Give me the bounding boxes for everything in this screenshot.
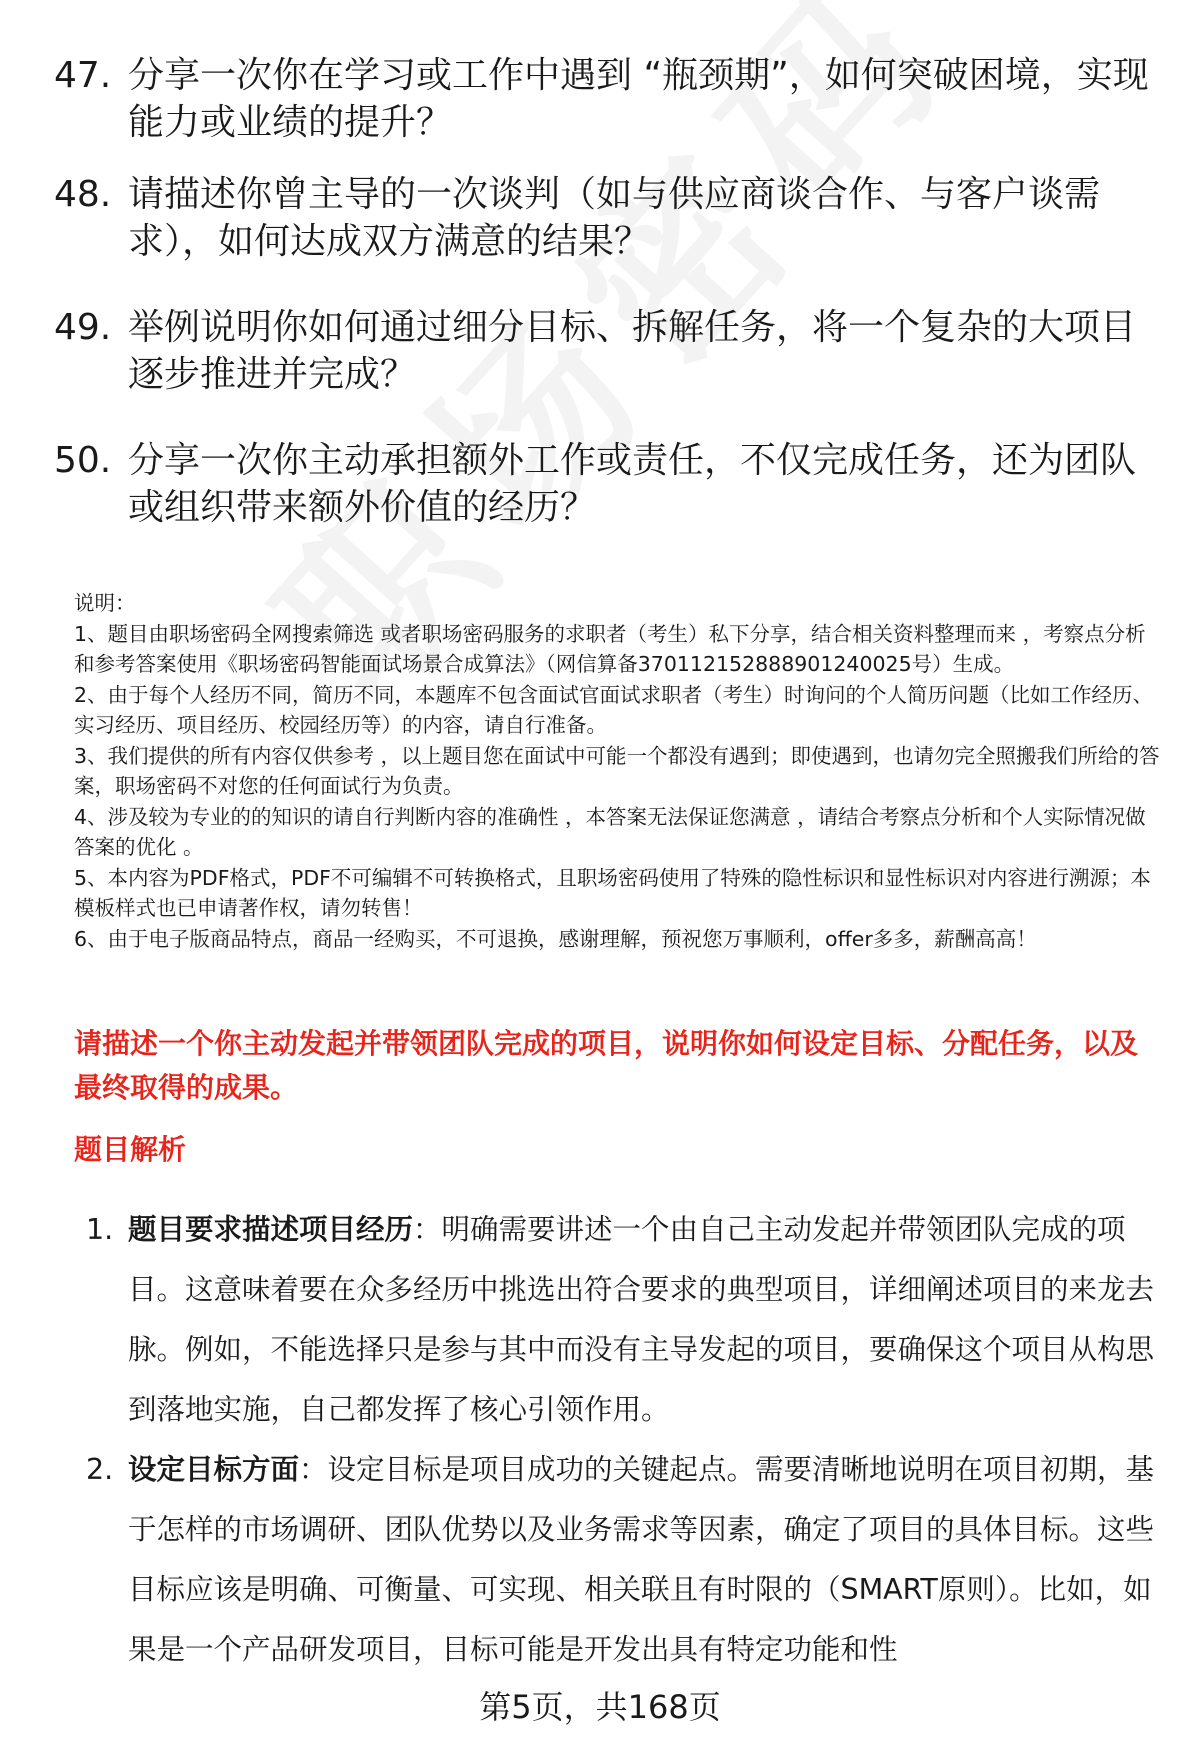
question-number: 47. [54, 55, 112, 96]
question-49 [54, 304, 1154, 398]
analysis-heading: 设定目标方面 [128, 1453, 300, 1486]
note-item: 1、题目由职场密码全网搜索筛选 或者职场密码服务的求职者（考生）私下分享，结合相关资料整理而来 ，考察点分析和参考答案使用《职场密码智能面试场景合成算法》（网信算备370112152888901240025号）生成。 [74, 621, 1146, 676]
question-number: 48. [54, 174, 112, 215]
question-50 [54, 437, 1154, 531]
question-text: 请描述你曾主导的一次谈判（如与供应商谈合作、与客户谈需求），如何达成双方满意的结果？ [128, 174, 1101, 262]
analysis-text: ：设定目标是项目成功的关键起点。需要清晰地说明在项目初期，基于怎样的市场调研、团队优势以及业务需求等因素，确定了项目的具体目标。这些目标应该是明确、可衡量、可实现、相关联且有时限的（SMART原则）。比如，如果是一个产品研发项目，目标可能是开发出具有特定功能和性 [128, 1453, 1155, 1666]
analysis-body [128, 1440, 1166, 1680]
question-text: 分享一次你在学习或工作中遇到 “瓶颈期”，如何突破困境，实现能力或业绩的提升？ [128, 55, 1149, 143]
interview-question: 请描述一个你主动发起并带领团队完成的项目，说明你如何设定目标、分配任务，以及最终取得的成果。 [74, 1027, 1139, 1104]
analysis-heading: 题目要求描述项目经历 [128, 1213, 414, 1246]
question-47 [54, 52, 1154, 146]
note-item: 5、本内容为PDF格式，PDF不可编辑不可转换格式，且职场密码使用了特殊的隐性标识和显性标识对内容进行溯源；本模板样式也已申请著作权，请勿转售！ [74, 865, 1151, 920]
note-item: 4、涉及较为专业的的知识的请自行判断内容的准确性 ，本答案无法保证您满意 ，请结合考察点分析和个人实际情况做答案的优化 。 [74, 804, 1146, 859]
analysis-number: 2. [86, 1453, 114, 1486]
question-48 [54, 171, 1154, 265]
question-number: 50. [54, 440, 112, 481]
analysis-item-2 [86, 1440, 1166, 1680]
question-text: 举例说明你如何通过细分目标、拆解任务，将一个复杂的大项目逐步推进并完成？ [128, 307, 1137, 395]
question-text: 分享一次你主动承担额外工作或责任，不仅完成任务，还为团队或组织带来额外价值的经历？ [128, 440, 1137, 528]
question-number: 49. [54, 307, 112, 348]
analysis-item-1 [86, 1200, 1166, 1440]
notes-block [74, 588, 1164, 954]
analysis-number: 1. [86, 1213, 114, 1246]
note-item: 2、由于每个人经历不同，简历不同，本题库不包含面试官面试求职者（考生）时询问的个人简历问题（比如工作经历、实习经历、项目经历、校园经历等）的内容，请自行准备。 [74, 682, 1154, 737]
note-item: 6、由于电子版商品特点，商品一经购买，不可退换，感谢理解，预祝您万事顺利，offer多多，薪酬高高！ [74, 926, 1037, 951]
notes-title: 说明： [74, 591, 136, 615]
section-title: 题目解析 [74, 1133, 187, 1166]
page-footer: 第5页，共168页 [479, 1688, 721, 1726]
analysis-text: ：明确需要讲述一个由自己主动发起并带领团队完成的项目。这意味着要在众多经历中挑选出符合要求的典型项目，详细阐述项目的来龙去脉。例如，不能选择只是参与其中而没有主导发起的项目，要确保这个项目从构思到落地实施，自己都发挥了核心引领作用。 [128, 1213, 1155, 1426]
note-item: 3、我们提供的所有内容仅供参考 ，以上题目您在面试中可能一个都没有遇到；即使遇到，也请勿完全照搬我们所给的答案，职场密码不对您的任何面试行为负责。 [74, 743, 1160, 798]
analysis-body [128, 1200, 1166, 1440]
